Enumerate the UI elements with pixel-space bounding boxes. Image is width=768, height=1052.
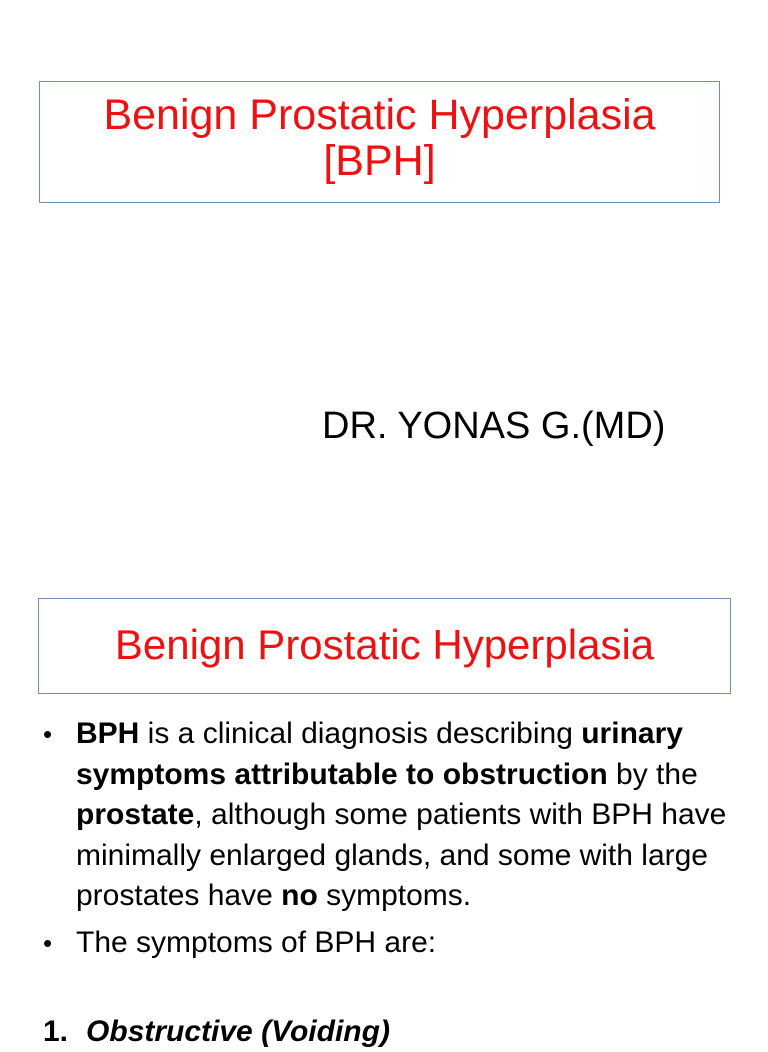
definition-text: is a clinical diagnosis describing (139, 717, 582, 750)
slide-title-line-1: Benign Prostatic Hyperplasia (103, 91, 656, 139)
definition-text: by the (607, 757, 698, 791)
author-name: DR. YONAS G.(MD) (322, 405, 666, 447)
bullet-item-symptoms (41, 923, 756, 964)
urinary-symptoms-term: urinary symptoms attributable to obstruction (76, 717, 683, 791)
title-slide-frame (39, 81, 720, 203)
bullet-item-definition (41, 714, 756, 917)
bullet-list (41, 714, 756, 969)
definition-text: symptoms. (317, 879, 472, 912)
bullet-marker: • (43, 927, 53, 958)
bph-term: BPH (76, 717, 140, 750)
section-title: Benign Prostatic Hyperplasia (114, 621, 655, 668)
bullet-marker: • (43, 719, 53, 749)
slide-title-line-2: [BPH] (323, 137, 436, 185)
item-number: 1. (43, 1015, 69, 1048)
definition-text: , although some patients with BPH have minimally enlarged glands, and some with large prostates have (76, 798, 727, 912)
symptoms-intro: The symptoms of BPH are: (76, 925, 437, 959)
prostate-term: prostate (76, 798, 195, 831)
no-term: no (281, 879, 318, 912)
item-text: Obstructive (Voiding) (86, 1015, 390, 1048)
numbered-item-cutoff (43, 1012, 390, 1052)
section-title-frame (38, 598, 731, 694)
